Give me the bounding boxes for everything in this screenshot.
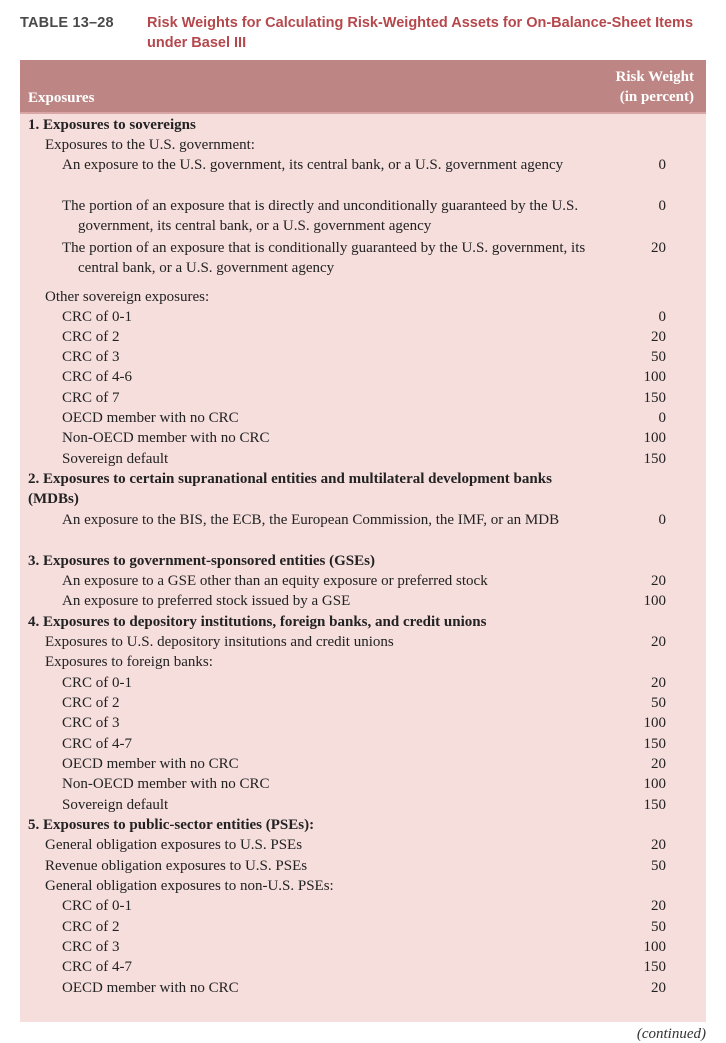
risk-weight-table xyxy=(20,60,706,1022)
header-risk-weight-line2: (in percent) xyxy=(619,89,694,105)
table-row: CRC of 4-7 150 xyxy=(20,734,706,754)
table-row: CRC of 2 20 xyxy=(20,327,706,347)
table-row: CRC of 0-1 20 xyxy=(20,673,706,693)
risk-weight-value: 20 xyxy=(651,329,666,345)
section-heading: 2. Exposures to certain supranational entities and multilateral development banks (MDBs) xyxy=(28,471,552,508)
table-row: Non-OECD member with no CRC 100 xyxy=(20,774,706,794)
header-exposures: Exposures xyxy=(28,90,95,106)
table-row: OECD member with no CRC 0 xyxy=(20,408,706,428)
table-row: An exposure to preferred stock issued by a GSE 100 xyxy=(20,591,706,611)
risk-weight-value: 0 xyxy=(658,410,666,426)
risk-weight-value: 100 xyxy=(643,593,666,609)
risk-weight-value: 20 xyxy=(651,634,666,650)
header-risk-weight xyxy=(616,67,695,107)
risk-weight-value: 0 xyxy=(658,157,666,173)
risk-weight-value: 100 xyxy=(643,430,666,446)
table-row: General obligation exposures to U.S. PSEs 20 xyxy=(20,835,706,855)
continued-note: (continued) xyxy=(636,1026,706,1042)
risk-weight-value: 20 xyxy=(651,837,666,853)
table-row: Other sovereign exposures: xyxy=(45,289,210,305)
table-row: Exposures to the U.S. government: xyxy=(45,137,255,153)
risk-weight-value: 20 xyxy=(651,756,666,772)
table-row: CRC of 4-7 150 xyxy=(20,957,706,977)
risk-weight-value: 0 xyxy=(658,512,666,528)
table-row: The portion of an exposure that is directly and unconditionally guaranteed by the U.S. government, its central bank, or a U.S. government agency 0 xyxy=(62,198,666,235)
table-row: CRC of 3 100 xyxy=(20,937,706,957)
risk-weight-value: 50 xyxy=(651,919,666,935)
table-row: An exposure to the U.S. government, its central bank, or a U.S. government agency 0 xyxy=(20,155,706,175)
table-row: CRC of 4-6 100 xyxy=(20,367,706,387)
section-heading: 5. Exposures to public-sector entities (PSEs): xyxy=(28,817,315,833)
table-row: Non-OECD member with no CRC 100 xyxy=(20,428,706,448)
table-row: CRC of 3 50 xyxy=(20,347,706,367)
table-row: An exposure to a GSE other than an equity exposure or preferred stock 20 xyxy=(20,571,706,591)
table-title: Risk Weights for Calculating Risk-Weighted Assets for On-Balance-Sheet Items under Basel III xyxy=(147,15,694,51)
risk-weight-value: 0 xyxy=(658,309,666,325)
risk-weight-value: 100 xyxy=(643,939,666,955)
section-heading: 1. Exposures to sovereigns xyxy=(28,117,196,133)
table-row: Sovereign default 150 xyxy=(20,449,706,469)
risk-weight-value: 150 xyxy=(643,390,666,406)
table-row: The portion of an exposure that is conditionally guaranteed by the U.S. government, its central bank, or a U.S. government agency 20 xyxy=(62,240,666,277)
risk-weight-value: 20 xyxy=(651,573,666,589)
table-row: Sovereign default 150 xyxy=(20,795,706,815)
risk-weight-value: 50 xyxy=(651,349,666,365)
table-row: CRC of 7 150 xyxy=(20,388,706,408)
risk-weight-value: 150 xyxy=(643,797,666,813)
header-risk-weight-line1: Risk Weight xyxy=(615,69,694,85)
risk-weight-value: 20 xyxy=(651,675,666,691)
risk-weight-value: 20 xyxy=(651,980,666,996)
risk-weight-value: 100 xyxy=(643,715,666,731)
table-row: CRC of 2 50 xyxy=(20,693,706,713)
table-row: Exposures to foreign banks: xyxy=(45,654,213,670)
section-heading: 4. Exposures to depository institutions, foreign banks, and credit unions xyxy=(28,614,487,630)
risk-weight-value: 100 xyxy=(643,776,666,792)
table-row: Exposures to U.S. depository insitutions and credit unions 20 xyxy=(20,632,706,652)
table-row: CRC of 0-1 0 xyxy=(20,307,706,327)
table-header xyxy=(20,60,706,114)
risk-weight-value: 20 xyxy=(651,898,666,914)
table-row: OECD member with no CRC 20 xyxy=(20,978,706,998)
section-heading: 3. Exposures to government-sponsored entities (GSEs) xyxy=(28,553,375,569)
table-row: CRC of 0-1 20 xyxy=(20,896,706,916)
table-row: CRC of 3 100 xyxy=(20,713,706,733)
risk-weight-value: 0 xyxy=(658,198,666,214)
risk-weight-value: 50 xyxy=(651,695,666,711)
risk-weight-value: 20 xyxy=(651,240,666,256)
table-row: Revenue obligation exposures to U.S. PSEs 50 xyxy=(20,856,706,876)
table-number: TABLE 13–28 xyxy=(20,15,114,31)
risk-weight-value: 150 xyxy=(643,451,666,467)
table-row: CRC of 2 50 xyxy=(20,917,706,937)
table-row: General obligation exposures to non-U.S. PSEs: xyxy=(45,878,334,894)
table-row: An exposure to the BIS, the ECB, the European Commission, the IMF, or an MDB 0 xyxy=(20,510,706,530)
risk-weight-value: 150 xyxy=(643,736,666,752)
table-row: OECD member with no CRC 20 xyxy=(20,754,706,774)
risk-weight-value: 150 xyxy=(643,959,666,975)
risk-weight-value: 100 xyxy=(643,369,666,385)
risk-weight-value: 50 xyxy=(651,858,666,874)
